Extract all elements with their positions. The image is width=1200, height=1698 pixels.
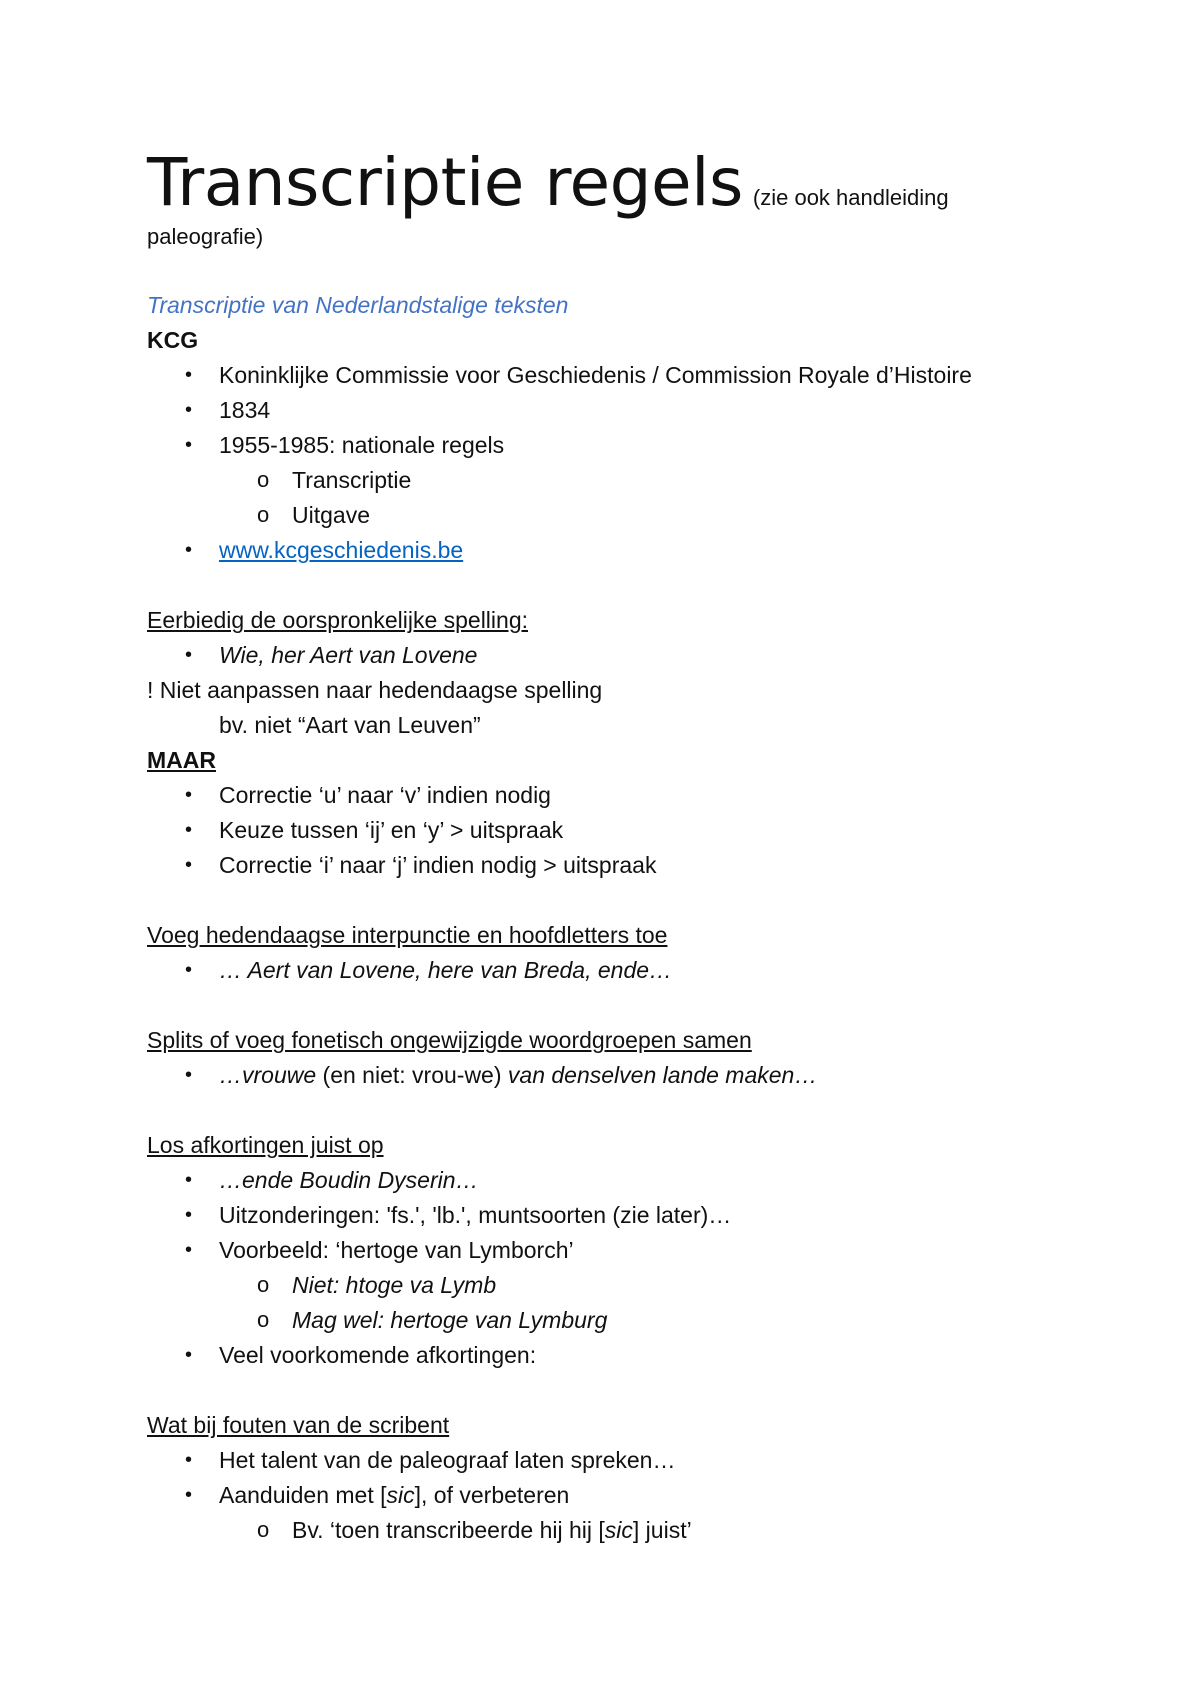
list-item: • 1955-1985: nationale regels <box>147 428 1077 463</box>
bullet-icon: • <box>185 1484 193 1507</box>
afkortingen-heading: Los afkortingen juist op <box>147 1132 384 1159</box>
list-item: • … Aert van Lovene, here van Breda, ende… <box>147 953 1077 988</box>
spelling-note-example: bv. niet “Aart van Leuven” <box>219 712 481 739</box>
circle-bullet-icon: o <box>257 1517 270 1543</box>
bullet-icon: • <box>185 434 193 457</box>
bullet-icon: • <box>185 784 193 807</box>
circle-bullet-icon: o <box>257 1307 270 1333</box>
sub-list-item: o Bv. ‘toen transcribeerde hij hij [sic] juist’ <box>147 1513 1077 1548</box>
spelling-heading: Eerbiedig de oorspronkelijke spelling: <box>147 607 529 634</box>
bullet-icon: • <box>185 959 193 982</box>
kcg-website-link[interactable]: www.kcgeschiedenis.be <box>219 537 464 564</box>
bullet-icon: • <box>185 399 193 422</box>
bullet-icon: • <box>185 539 193 562</box>
sub-list-item: o Uitgave <box>147 498 1077 533</box>
section-subtitle: Transcriptie van Nederlandstalige teksten <box>147 292 569 319</box>
bullet-icon: • <box>185 1204 193 1227</box>
bullet-icon: • <box>185 854 193 877</box>
kcg-heading: KCG <box>147 327 199 354</box>
list-item: • Het talent van de paleograaf laten spreken… <box>147 1443 1077 1478</box>
circle-bullet-icon: o <box>257 467 270 493</box>
list-item: • Correctie ‘u’ naar ‘v’ indien nodig <box>147 778 1077 813</box>
woordgroepen-heading: Splits of voeg fonetisch ongewijzigde woordgroepen samen <box>147 1027 752 1054</box>
title-main: Transcriptie regels <box>147 144 743 221</box>
list-item: • Veel voorkomende afkortingen: <box>147 1338 1077 1373</box>
list-item: • Wie, her Aert van Lovene <box>147 638 1077 673</box>
circle-bullet-icon: o <box>257 1272 270 1298</box>
list-item: • Aanduiden met [sic], of verbeteren <box>147 1478 1077 1513</box>
maar-heading: MAAR <box>147 747 216 774</box>
list-item: • …vrouwe (en niet: vrou-we) van denselven lande maken… <box>147 1058 1077 1093</box>
list-item: • Keuze tussen ‘ij’ en ‘y’ > uitspraak <box>147 813 1077 848</box>
bullet-icon: • <box>185 364 193 387</box>
document-page <box>147 144 1077 1548</box>
list-item: • Uitzonderingen: 'fs.', 'lb.', muntsoorten (zie later)… <box>147 1198 1077 1233</box>
list-item <box>147 533 1077 568</box>
bullet-icon: • <box>185 1239 193 1262</box>
spelling-note: ! Niet aanpassen naar hedendaagse spelling <box>147 677 603 704</box>
interpunctie-heading: Voeg hedendaagse interpunctie en hoofdletters toe <box>147 922 668 949</box>
title-continuation: paleografie) <box>147 224 264 249</box>
bullet-icon: • <box>185 1064 193 1087</box>
circle-bullet-icon: o <box>257 502 270 528</box>
list-item: • 1834 <box>147 393 1077 428</box>
bullet-icon: • <box>185 1169 193 1192</box>
sub-list-item: o Transcriptie <box>147 463 1077 498</box>
sub-list-item: o Mag wel: hertoge van Lymburg <box>147 1303 1077 1338</box>
bullet-icon: • <box>185 819 193 842</box>
bullet-icon: • <box>185 644 193 667</box>
document-title <box>147 144 1077 221</box>
list-item: • …ende Boudin Dyserin… <box>147 1163 1077 1198</box>
bullet-icon: • <box>185 1344 193 1367</box>
fouten-heading: Wat bij fouten van de scribent <box>147 1412 450 1439</box>
list-item: • Koninklijke Commissie voor Geschiedenis / Commission Royale d’Histoire <box>147 358 1077 393</box>
list-item: • Correctie ‘i’ naar ‘j’ indien nodig > uitspraak <box>147 848 1077 883</box>
bullet-icon: • <box>185 1449 193 1472</box>
list-item: • Voorbeeld: ‘hertoge van Lymborch’ <box>147 1233 1077 1268</box>
title-aside: (zie ook handleiding <box>752 185 949 210</box>
sub-list-item: o Niet: htoge va Lymb <box>147 1268 1077 1303</box>
